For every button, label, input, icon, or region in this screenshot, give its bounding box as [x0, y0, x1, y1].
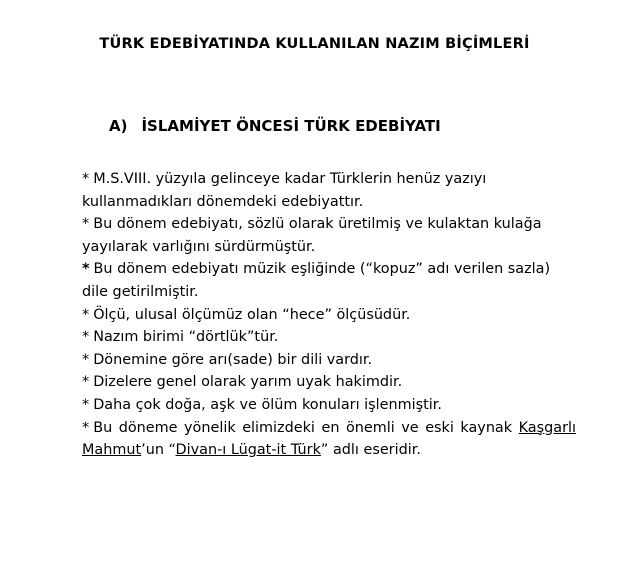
list-item — [82, 304, 576, 327]
list-item-source — [82, 417, 576, 462]
list-item — [82, 168, 576, 213]
list-item — [82, 258, 576, 303]
bullet-marker: * — [82, 216, 90, 233]
list-item-text: Dönemine göre arı(sade) bir dili vardır. — [93, 351, 373, 368]
bullet-list — [82, 168, 576, 462]
list-item-text: Bu dönem edebiyatı, sözlü olarak üretilmiş ve kulaktan kulağa yayılarak varlığını sürdürmüştür. — [82, 216, 542, 255]
list-item-text: Ölçü, ulusal ölçümüz olan “hece” ölçüsüdür. — [93, 306, 411, 323]
author-suffix: ’un “ — [141, 442, 176, 459]
list-item — [82, 371, 576, 394]
bullet-marker: * — [82, 329, 90, 346]
author-name: Kaşgarlı Mahmut — [82, 419, 576, 459]
bullet-marker: * — [82, 306, 90, 323]
list-item — [82, 213, 576, 258]
source-intro: Bu döneme yönelik elimizdeki en önemli ve eski kaynak — [93, 419, 513, 436]
list-item-text: Daha çok doğa, aşk ve ölüm konuları işlenmiştir. — [93, 396, 442, 413]
bullet-marker: * — [82, 419, 90, 436]
list-item-text: Nazım birimi “dörtlük”tür. — [93, 329, 279, 346]
bullet-marker: * — [82, 261, 90, 278]
bullet-marker: * — [82, 374, 90, 391]
list-item-text: Dizelere genel olarak yarım uyak hakimdir. — [93, 374, 403, 391]
bullet-marker: * — [82, 171, 90, 187]
list-item-text: M.S.VIII. yüzyıla gelinceye kadar Türklerin henüz yazıyı kullanmadıkları dönemdeki edebiyattır. — [82, 171, 487, 210]
bullet-marker: * — [82, 396, 90, 413]
list-item — [82, 326, 576, 349]
section-heading — [109, 117, 441, 135]
section-heading-text: İSLAMİYET ÖNCESİ TÜRK EDEBİYATI — [141, 117, 441, 135]
bullet-marker: * — [82, 351, 90, 368]
section-letter: A) — [109, 117, 128, 135]
list-item — [82, 394, 576, 417]
document-title: TÜRK EDEBİYATINDA KULLANILAN NAZIM BİÇİMLERİ — [99, 36, 530, 52]
work-title: Divan-ı Lügat-it Türk — [175, 442, 321, 459]
source-ending: ” adlı eseridir. — [320, 442, 421, 459]
list-item — [82, 349, 576, 372]
list-item-text: Bu dönem edebiyatı müzik eşliğinde (“kopuz” adı verilen sazla) dile getirilmiştir. — [82, 261, 551, 300]
